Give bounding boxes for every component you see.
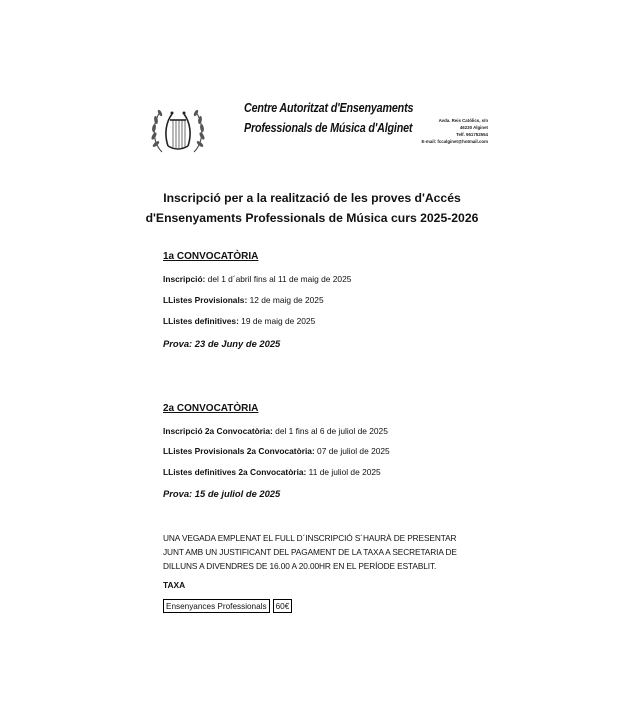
convocatoria-1-inscripcio	[163, 274, 351, 284]
notice-line: UNA VEGADA EMPLENAT EL FULL D´INSCRIPCIÓ S´HAURÀ DE PRESENTAR	[163, 533, 457, 543]
convocatoria-2-llistes-definitives	[163, 467, 381, 477]
document-title-line2: d'Ensenyaments Professionals de Música curs 2025-2026	[145, 211, 479, 225]
contact-info	[418, 117, 488, 145]
contact-city: 46230 Alginet	[459, 125, 488, 130]
item-label: LListes Provisionals:	[163, 295, 248, 305]
notice-line: DILLUNS A DIVENDRES DE 16.00 A 20.00HR EN EL PERÍODE ESTABLIT.	[163, 561, 437, 571]
convocatoria-2-heading: 2a CONVOCATÒRIA	[163, 403, 259, 414]
convocatoria-1-heading: 1a CONVOCATÒRIA	[163, 251, 259, 262]
fee-item-cell: Ensenyances Professionals	[164, 600, 270, 613]
contact-phone: Telf. 961752554	[456, 132, 488, 137]
document-title-line1: Inscripció per a la realització de les proves d'Accés	[163, 191, 461, 205]
document-title	[120, 188, 504, 228]
school-name-line2: Professionals de Música d'Alginet	[244, 121, 413, 135]
submission-notice	[163, 531, 483, 573]
fee-table	[163, 599, 292, 613]
convocatoria-2-inscripcio	[163, 426, 388, 436]
item-label: LListes definitives:	[163, 316, 239, 326]
item-label: Inscripció 2a Convocatòria:	[163, 426, 273, 436]
item-value: del 1 d´abril fins al 11 de maig de 2025	[205, 274, 352, 284]
item-value: 07 de juliol de 2025	[314, 446, 390, 456]
school-name-line1: Centre Autoritzat d'Ensenyaments	[244, 101, 414, 115]
item-label: LListes definitives 2a Convocatòria:	[163, 467, 307, 477]
convocatoria-1-llistes-definitives	[163, 316, 315, 326]
contact-address: Avda. Reis Católics, s/n	[438, 118, 488, 123]
convocatoria-2-llistes-provisionals	[163, 446, 390, 456]
convocatoria-1-prova: Prova: 23 de Juny de 2025	[163, 338, 281, 349]
convocatoria-1-llistes-provisionals	[163, 295, 324, 305]
item-label: LListes Provisionals 2a Convocatòria:	[163, 446, 315, 456]
school-name	[244, 98, 413, 138]
lyre-laurel-logo-icon	[148, 100, 208, 162]
item-value: 12 de maig de 2025	[247, 295, 324, 305]
item-value: del 1 fins al 6 de juliol de 2025	[272, 426, 388, 436]
item-value: 11 de juliol de 2025	[306, 467, 381, 477]
notice-line: JUNT AMB UN JUSTIFICANT DEL PAGAMENT DE LA TAXA A SECRETARIA DE	[163, 547, 457, 557]
item-value: 19 de maig de 2025	[238, 316, 316, 326]
table-row	[164, 600, 292, 613]
fee-label: TAXA	[163, 580, 186, 590]
convocatoria-2-prova: Prova: 15 de juliol de 2025	[163, 488, 281, 499]
contact-email: E-mail: fccalginet@hotmail.com	[421, 139, 488, 144]
item-label: Inscripció:	[163, 274, 206, 284]
fee-price-cell: 60€	[273, 600, 292, 613]
